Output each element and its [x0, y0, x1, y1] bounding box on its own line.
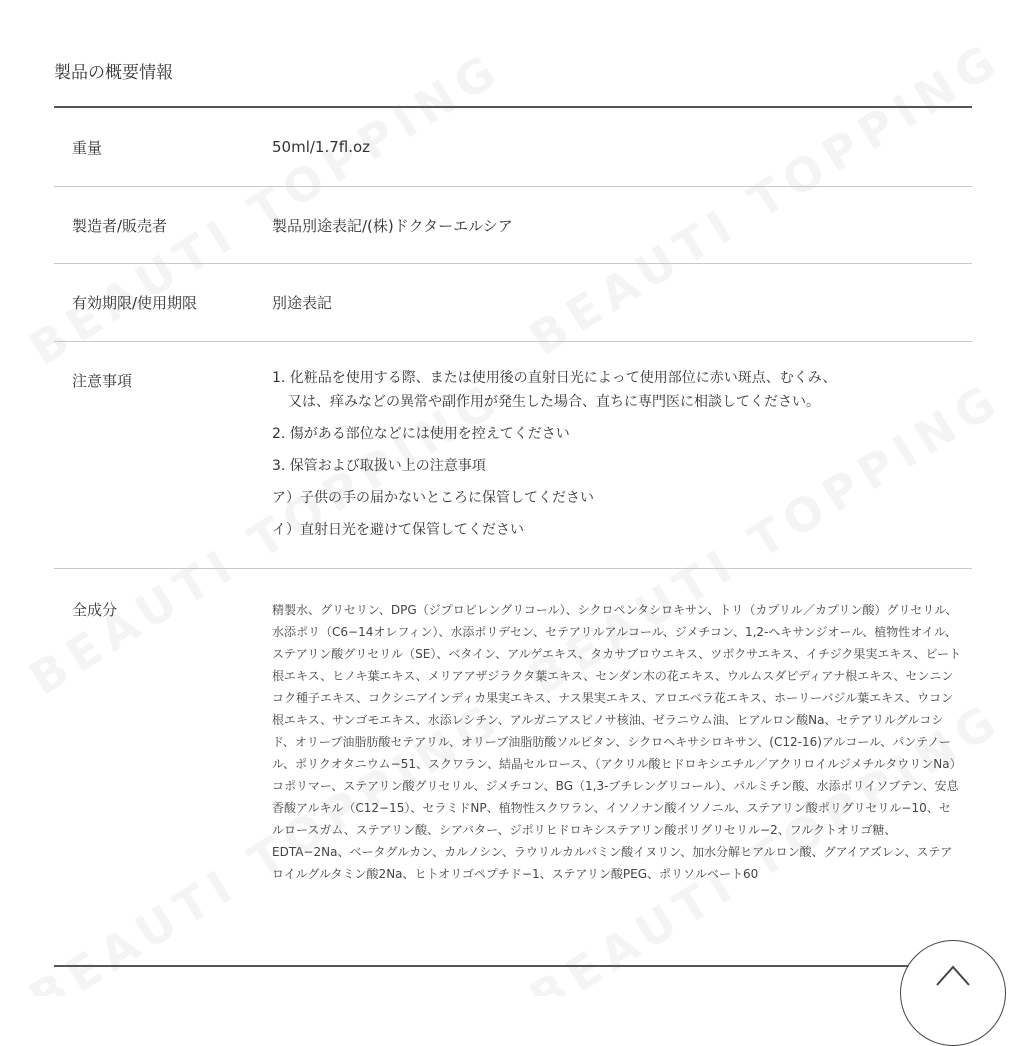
product-spec-table	[54, 106, 972, 967]
caution-list	[254, 342, 972, 554]
chevron-up-icon	[933, 963, 973, 987]
spec-row-maker	[54, 187, 972, 264]
caution-line: 2. 傷がある部位などには使用を控えてください	[272, 426, 570, 442]
spec-value: 50ml/1.7fl.oz	[272, 138, 371, 156]
ingredients-text: 精製水、グリセリン、DPG（ジプロピレングリコール）、シクロペンタシロキサン、トリ（カプリル／カプリン酸）グリセリル、水添ポリ（C6−14オレフィン）、水添ポリデセン、セテアリルアルコール、ジメチコン、1,2-ヘキサンジオール、植物性オイル、ステアリン酸グリセリル（SE）、ベタイン、アルゲエキス、タカサブロウエキス、ツボクサエキス、イチジク果実エキス、ビート根エキス、ヒノキ葉エキス、メリアアザジラクタ葉エキス、センダン木の花エキス、ウルムスダビディアナ根エキス、センニンコク種子エキス、コクシニアインディカ果実エキス、ナス果実エキス、アロエベラ花エキス、ホーリーバジル葉エキス、ウコン根エキス、サンゴモエキス、水添レシチン、アルガニアスピノサ核油、ゼラニウム油、ヒアルロン酸Na、セテアリルグルコシド、オリーブ油脂肪酸セテアリル、オリーブ油脂肪酸ソルビタン、シクロヘキサシロキサン、(C12-16)アルコール、パンテノール、ポリクオタニウム−51、スクワラン、結晶セルロース、（アクリル酸ヒドロキシエチル／アクリロイルジメチルタウリンNa）コポリマー、ステアリン酸グリセリル、ジメチコン、BG（1,3-ブチレングリコール）、パルミチン酸、水添ポリイソブテン、安息香酸アルキル（C12−15）、セラミドNP、植物性スクワラン、イソノナン酸イソノニル、ステアリン酸ポリグリセリル−10、セルロースガム、ステアリン酸、シアバター、ジポリヒドロキシステアリン酸ポリグリセリル−2、フルクトオリゴ糖、EDTA−2Na、ベータグルカン、カルノシン、ラウリルカルバミン酸イヌリン、加水分解ヒアルロン酸、グアイアズレン、ステアロイルグルタミン酸2Na、ヒトオリゴペプチド−1、ステアリン酸PEG、ポリソルベート60	[272, 603, 962, 881]
caution-line: イ）直射日光を避けて保管してください	[272, 522, 524, 538]
spec-label: 注意事項	[72, 372, 133, 390]
spec-row-weight	[54, 108, 972, 187]
spec-label: 製造者/販売者	[72, 216, 168, 235]
caution-line: 3. 保管および取扱い上の注意事項	[272, 458, 486, 474]
section-title: 製品の概要情報	[54, 63, 173, 83]
scroll-to-top-button[interactable]	[900, 940, 1006, 1046]
spec-value: 製品別途表記/(株)ドクターエルシア	[272, 216, 513, 235]
caution-line: 1. 化粧品を使用する際、または使用後の直射日光によって使用部位に赤い斑点、むくみ、	[272, 370, 837, 386]
spec-value: 別途表記	[272, 294, 333, 312]
spec-row-expiry	[54, 264, 972, 342]
caution-line: ア）子供の手の届かないところに保管してください	[272, 490, 594, 506]
caution-line: 又は、痒みなどの異常や副作用が発生した場合、直ちに専門医に相談してください。	[288, 394, 820, 410]
spec-row-ingredients	[54, 569, 972, 967]
spec-label: 重量	[72, 138, 103, 157]
spec-label: 全成分	[72, 601, 118, 619]
spec-label: 有効期限/使用期限	[72, 294, 198, 312]
spec-row-caution	[54, 342, 972, 569]
ingredients-cell	[254, 569, 972, 885]
